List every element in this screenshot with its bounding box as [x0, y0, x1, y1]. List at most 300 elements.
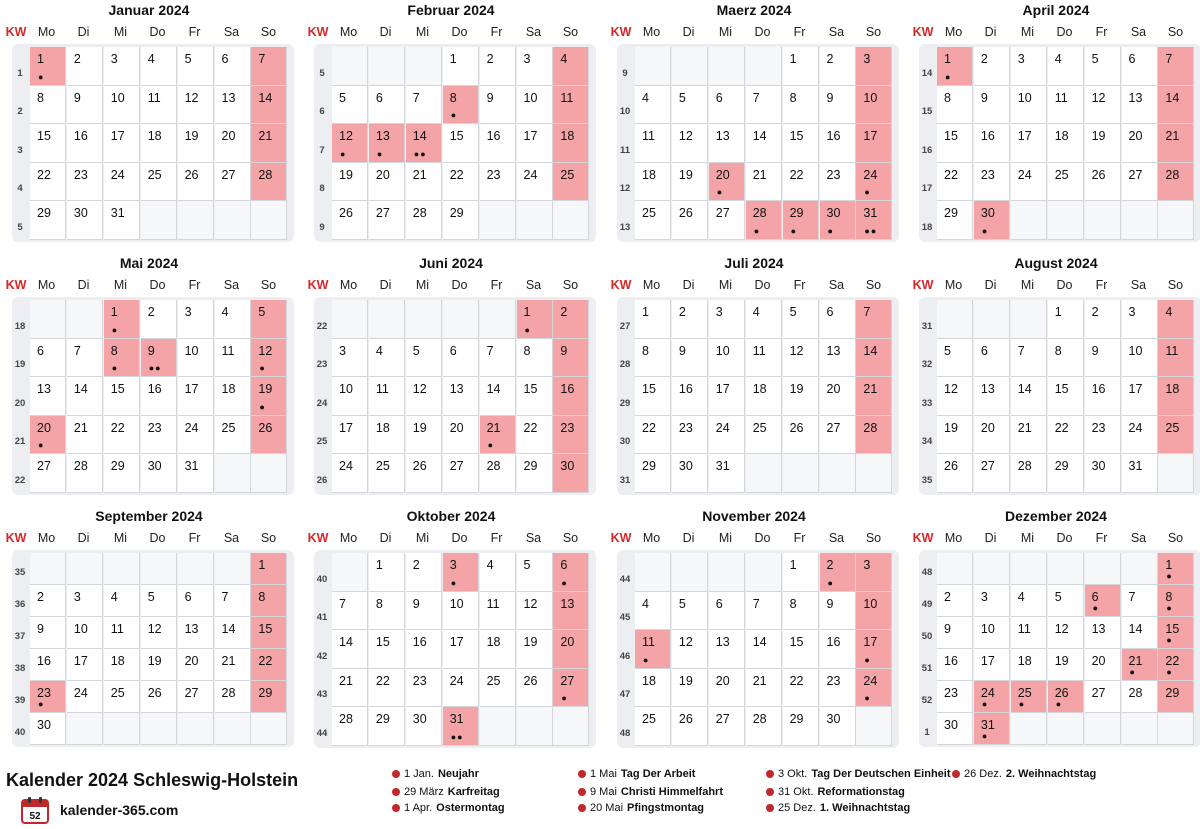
- day-number: 2: [560, 305, 568, 319]
- day-cell: [178, 681, 214, 713]
- day-cell: [480, 86, 516, 125]
- week-number: 31: [619, 474, 631, 486]
- month-grid: [12, 44, 294, 242]
- month-grid: [617, 297, 899, 495]
- day-cell: [1048, 454, 1084, 493]
- day-cell: [517, 300, 553, 339]
- day-number: 7: [258, 52, 266, 66]
- day-cell: [1011, 124, 1047, 163]
- day-number: 7: [221, 590, 229, 604]
- day-cell: [1158, 649, 1194, 681]
- day-cell: [820, 377, 856, 416]
- day-number: 18: [486, 635, 501, 649]
- day-number: 19: [1054, 654, 1069, 668]
- day-cell: [251, 585, 287, 617]
- legend-date: 3 Okt.: [778, 768, 808, 780]
- day-number: 10: [863, 90, 878, 105]
- day-number: 15: [375, 635, 390, 649]
- site-name[interactable]: kalender-365.com: [60, 802, 179, 818]
- week-number: 10: [619, 106, 631, 117]
- day-number: 23: [826, 673, 841, 688]
- empty-cell: [141, 553, 177, 585]
- day-cell: [1085, 47, 1121, 86]
- day-cell: [30, 454, 66, 493]
- day-number: 12: [1091, 90, 1106, 105]
- day-cell: [672, 377, 708, 416]
- day-cell: [141, 163, 177, 202]
- day-cell: [1158, 124, 1194, 163]
- day-number: 26: [1054, 686, 1069, 700]
- empty-cell: [709, 47, 745, 86]
- day-number: 8: [110, 343, 118, 358]
- day-number: 11: [147, 90, 161, 105]
- day-number: 10: [1128, 343, 1143, 358]
- day-number: 12: [258, 343, 273, 358]
- day-number: 31: [715, 459, 730, 473]
- weekday-header: Mo: [944, 278, 963, 292]
- day-number: 31: [449, 712, 464, 726]
- day-cell: [1085, 377, 1121, 416]
- day-cell: [1011, 617, 1047, 649]
- empty-cell: [1085, 201, 1121, 240]
- day-cell: [369, 163, 405, 202]
- day-cell: [251, 617, 287, 649]
- weekday-header: Mi: [1020, 25, 1035, 39]
- day-cell: [406, 630, 442, 669]
- day-number: 18: [110, 654, 125, 668]
- empty-cell: [746, 454, 782, 493]
- day-cell: [746, 163, 782, 202]
- empty-cell: [406, 47, 442, 86]
- day-cell: [369, 201, 405, 240]
- week-number-header: KW: [307, 25, 329, 39]
- empty-cell: [856, 707, 892, 746]
- holiday-dot-icon: ●: [981, 699, 989, 709]
- day-cell: [1158, 681, 1194, 713]
- day-number: 1: [1054, 305, 1062, 319]
- day-number: 18: [560, 129, 575, 143]
- day-number: 29: [523, 459, 538, 473]
- day-cell: [746, 630, 782, 669]
- day-cell: [215, 300, 251, 339]
- day-number: 30: [826, 712, 841, 726]
- day-cell: [67, 201, 103, 240]
- day-number: 16: [826, 129, 841, 143]
- day-cell: [783, 707, 819, 746]
- day-number: 28: [863, 420, 878, 435]
- day-number: 14: [1017, 382, 1032, 396]
- day-cell: [746, 377, 782, 416]
- day-cell: [480, 454, 516, 493]
- day-number: 26: [523, 673, 538, 688]
- day-cell: [30, 86, 66, 125]
- holiday-dot-icon: ●: [38, 71, 45, 82]
- weekday-header: Di: [379, 278, 392, 292]
- weekday-header: Sa: [828, 25, 845, 39]
- legend-item: [766, 786, 905, 798]
- day-number: 7: [339, 596, 346, 611]
- day-number: 20: [560, 635, 575, 649]
- weekday-header: Fr: [1095, 25, 1108, 39]
- bullet-icon: [392, 788, 400, 796]
- day-cell: [332, 454, 368, 493]
- day-cell: [974, 681, 1010, 713]
- day-number: 16: [1091, 382, 1106, 396]
- day-number: 29: [375, 712, 390, 726]
- day-number: 1: [258, 558, 266, 572]
- day-number: 13: [1091, 622, 1106, 636]
- day-number: 26: [147, 686, 162, 700]
- day-cell: [783, 201, 819, 240]
- day-number: 30: [37, 718, 51, 732]
- day-number: 12: [523, 596, 538, 611]
- weekday-header: Fr: [793, 25, 806, 39]
- legend-name: 2. Weihnachtstag: [1005, 768, 1097, 780]
- day-cell: [553, 163, 589, 202]
- day-number: 21: [1128, 654, 1143, 668]
- empty-cell: [251, 713, 287, 745]
- empty-cell: [1158, 713, 1194, 745]
- day-cell: [1085, 86, 1121, 125]
- weekday-header: Sa: [525, 25, 542, 39]
- day-cell: [30, 416, 66, 455]
- day-cell: [820, 416, 856, 455]
- day-cell: [178, 585, 214, 617]
- day-cell: [215, 124, 251, 163]
- day-cell: [974, 47, 1010, 86]
- day-cell: [1158, 86, 1194, 125]
- day-number: 22: [1054, 420, 1069, 435]
- month-title: Maerz 2024: [716, 2, 792, 18]
- holiday-dot-icon: ●: [864, 654, 871, 665]
- day-cell: [820, 339, 856, 378]
- day-cell: [1122, 300, 1158, 339]
- day-number: 22: [258, 654, 273, 668]
- day-number: 23: [486, 167, 501, 182]
- day-cell: [443, 124, 479, 163]
- day-number: 28: [1017, 459, 1032, 473]
- day-cell: [369, 377, 405, 416]
- day-cell: [937, 454, 973, 493]
- day-number: 25: [375, 459, 390, 473]
- day-cell: [746, 592, 782, 631]
- day-number: 18: [642, 673, 656, 688]
- day-number: 1: [375, 558, 383, 572]
- day-cell: [1048, 681, 1084, 713]
- weekday-header: Mi: [113, 531, 128, 545]
- day-number: 11: [642, 635, 655, 649]
- day-number: 20: [1091, 654, 1106, 668]
- month-8: [911, 253, 1200, 505]
- month-title: Juni 2024: [419, 255, 483, 271]
- day-number: 20: [184, 654, 199, 668]
- day-cell: [178, 617, 214, 649]
- day-cell: [1158, 47, 1194, 86]
- day-number: 24: [523, 167, 538, 182]
- day-number: 19: [678, 673, 693, 688]
- holiday-dot-icon: ●: [259, 363, 266, 373]
- day-cell: [746, 86, 782, 125]
- day-number: 9: [980, 90, 988, 105]
- holiday-dot-icon: ●●: [413, 148, 427, 159]
- week-number: 41: [316, 612, 328, 623]
- day-cell: [1122, 377, 1158, 416]
- day-number: 27: [560, 673, 575, 688]
- day-number: 20: [1128, 129, 1143, 143]
- day-cell: [635, 630, 671, 669]
- day-number: 12: [147, 622, 162, 636]
- day-cell: [443, 86, 479, 125]
- weekday-header: Mo: [339, 25, 358, 39]
- empty-cell: [480, 707, 516, 746]
- month-7: [609, 253, 899, 505]
- day-cell: [178, 649, 214, 681]
- week-number: 40: [316, 573, 328, 585]
- day-cell: [178, 300, 214, 339]
- day-cell: [709, 86, 745, 125]
- empty-cell: [517, 707, 553, 746]
- weekday-header: Fr: [1095, 278, 1108, 292]
- day-cell: [141, 86, 177, 125]
- day-cell: [974, 124, 1010, 163]
- day-number: 23: [37, 686, 51, 700]
- day-number: 23: [73, 167, 88, 182]
- day-number: 3: [184, 305, 192, 319]
- day-number: 2: [37, 590, 44, 604]
- month-grid: [12, 297, 294, 495]
- day-cell: [820, 47, 856, 86]
- empty-cell: [1011, 201, 1047, 240]
- day-cell: [1048, 124, 1084, 163]
- day-cell: [820, 300, 856, 339]
- holiday-dot-icon: ●: [790, 225, 798, 236]
- day-cell: [517, 592, 553, 631]
- week-number-header: KW: [5, 278, 27, 292]
- day-number: 7: [1128, 590, 1136, 604]
- day-number: 25: [221, 420, 236, 435]
- day-cell: [369, 630, 405, 669]
- day-number: 22: [449, 167, 464, 182]
- day-number: 29: [642, 459, 656, 473]
- day-number: 16: [980, 129, 995, 143]
- day-cell: [553, 300, 589, 339]
- day-cell: [1011, 163, 1047, 202]
- day-number: 14: [73, 382, 88, 396]
- empty-cell: [1048, 553, 1084, 585]
- legend-name: 1. Weihnachtstag: [819, 802, 911, 814]
- day-cell: [856, 163, 892, 202]
- day-cell: [67, 163, 103, 202]
- day-cell: [104, 124, 140, 163]
- day-cell: [104, 86, 140, 125]
- day-number: 13: [449, 382, 464, 396]
- day-number: 27: [37, 459, 51, 473]
- day-cell: [369, 124, 405, 163]
- week-number: 25: [316, 436, 328, 447]
- month-title: September 2024: [95, 508, 203, 524]
- weekday-header: Do: [149, 278, 166, 292]
- week-number: 32: [921, 359, 933, 370]
- empty-cell: [746, 47, 782, 86]
- day-number: 25: [110, 686, 125, 700]
- weekday-header: Mo: [944, 25, 963, 39]
- day-number: 31: [1128, 459, 1143, 473]
- week-number: 8: [319, 183, 325, 194]
- day-number: 24: [863, 673, 878, 688]
- day-number: 16: [412, 635, 427, 649]
- weekday-header: Mi: [415, 531, 430, 545]
- day-number: 1: [449, 52, 457, 66]
- day-number: 31: [980, 718, 995, 732]
- day-cell: [1122, 649, 1158, 681]
- empty-cell: [480, 300, 516, 339]
- day-cell: [104, 681, 140, 713]
- day-cell: [369, 416, 405, 455]
- day-cell: [937, 201, 973, 240]
- day-number: 10: [184, 343, 199, 358]
- day-number: 2: [678, 305, 686, 319]
- bullet-icon: [578, 788, 586, 796]
- day-cell: [517, 669, 553, 708]
- day-cell: [251, 163, 287, 202]
- weekday-header: Mi: [415, 278, 430, 292]
- empty-cell: [178, 201, 214, 240]
- day-number: 20: [715, 167, 730, 182]
- day-number: 9: [37, 622, 44, 636]
- month-9: [4, 506, 294, 758]
- day-number: 24: [73, 686, 88, 700]
- day-cell: [709, 377, 745, 416]
- weekday-header: Di: [984, 531, 997, 545]
- day-number: 2: [147, 305, 155, 319]
- day-cell: [1011, 454, 1047, 493]
- day-number: 14: [221, 622, 236, 636]
- week-number-header: KW: [610, 531, 632, 545]
- holiday-dot-icon: ●●: [148, 363, 162, 373]
- day-number: 15: [642, 382, 656, 396]
- weekday-header: Fr: [793, 278, 806, 292]
- day-cell: [783, 47, 819, 86]
- week-number: 38: [14, 663, 26, 674]
- day-number: 14: [412, 129, 427, 143]
- week-number-header: KW: [5, 531, 27, 545]
- holiday-dot-icon: ●: [643, 654, 650, 665]
- day-cell: [937, 339, 973, 378]
- holiday-dot-icon: ●: [1166, 667, 1173, 677]
- day-number: 3: [863, 558, 871, 572]
- day-cell: [141, 454, 177, 493]
- day-cell: [215, 47, 251, 86]
- day-number: 14: [1128, 622, 1143, 636]
- week-number: 50: [921, 631, 933, 642]
- week-number: 44: [316, 727, 328, 739]
- holiday-dot-icon: ●: [945, 71, 952, 82]
- day-number: 19: [944, 420, 958, 435]
- day-cell: [517, 163, 553, 202]
- day-number: 14: [752, 129, 767, 143]
- day-number: 23: [826, 167, 841, 182]
- day-cell: [783, 163, 819, 202]
- day-number: 7: [863, 305, 871, 319]
- empty-cell: [1085, 553, 1121, 585]
- weekday-header: Di: [682, 278, 695, 292]
- day-cell: [1122, 339, 1158, 378]
- day-cell: [141, 649, 177, 681]
- day-cell: [937, 649, 973, 681]
- day-number: 18: [221, 382, 236, 396]
- day-cell: [1048, 416, 1084, 455]
- day-number: 18: [1054, 129, 1069, 143]
- legend-date: 9 Mai: [590, 786, 617, 798]
- logo-number: 52: [29, 811, 41, 822]
- day-number: 3: [523, 52, 531, 66]
- week-number: 3: [17, 144, 23, 156]
- day-cell: [856, 630, 892, 669]
- week-number: 40: [14, 727, 26, 738]
- empty-cell: [332, 553, 368, 592]
- empty-cell: [141, 201, 177, 240]
- day-number: 19: [678, 167, 693, 182]
- month-title: April 2024: [1022, 2, 1090, 18]
- day-cell: [783, 669, 819, 708]
- day-number: 1: [789, 558, 797, 572]
- day-number: 11: [375, 382, 389, 396]
- day-cell: [406, 124, 442, 163]
- week-number: 45: [619, 612, 631, 623]
- day-cell: [1085, 339, 1121, 378]
- day-cell: [30, 201, 66, 240]
- week-number: 14: [921, 67, 933, 79]
- day-cell: [937, 163, 973, 202]
- day-cell: [104, 649, 140, 681]
- month-2: [306, 0, 596, 252]
- day-number: 15: [258, 622, 273, 636]
- weekday-header: Do: [149, 531, 166, 545]
- day-cell: [1085, 124, 1121, 163]
- day-cell: [1048, 163, 1084, 202]
- day-number: 24: [863, 167, 878, 182]
- day-cell: [856, 416, 892, 455]
- day-number: 16: [147, 382, 162, 396]
- day-number: 12: [789, 343, 804, 358]
- day-cell: [635, 339, 671, 378]
- day-cell: [251, 124, 287, 163]
- empty-cell: [1048, 201, 1084, 240]
- day-cell: [1048, 585, 1084, 617]
- empty-cell: [215, 454, 251, 493]
- day-cell: [635, 592, 671, 631]
- day-number: 9: [1091, 343, 1099, 358]
- day-number: 3: [1017, 52, 1025, 66]
- day-cell: [251, 86, 287, 125]
- day-number: 4: [110, 590, 118, 604]
- week-number: 35: [14, 567, 26, 578]
- day-number: 27: [184, 686, 199, 700]
- day-cell: [1011, 86, 1047, 125]
- day-number: 29: [789, 712, 804, 726]
- day-number: 23: [944, 686, 958, 700]
- weekday-header: So: [865, 278, 882, 292]
- day-number: 28: [486, 459, 501, 473]
- week-number: 52: [921, 695, 933, 706]
- empty-cell: [215, 713, 251, 745]
- day-cell: [141, 681, 177, 713]
- month-grid: [919, 44, 1200, 242]
- weekday-header: Do: [451, 25, 468, 39]
- weekday-header: So: [1167, 531, 1184, 545]
- day-number: 30: [147, 459, 162, 473]
- day-cell: [937, 681, 973, 713]
